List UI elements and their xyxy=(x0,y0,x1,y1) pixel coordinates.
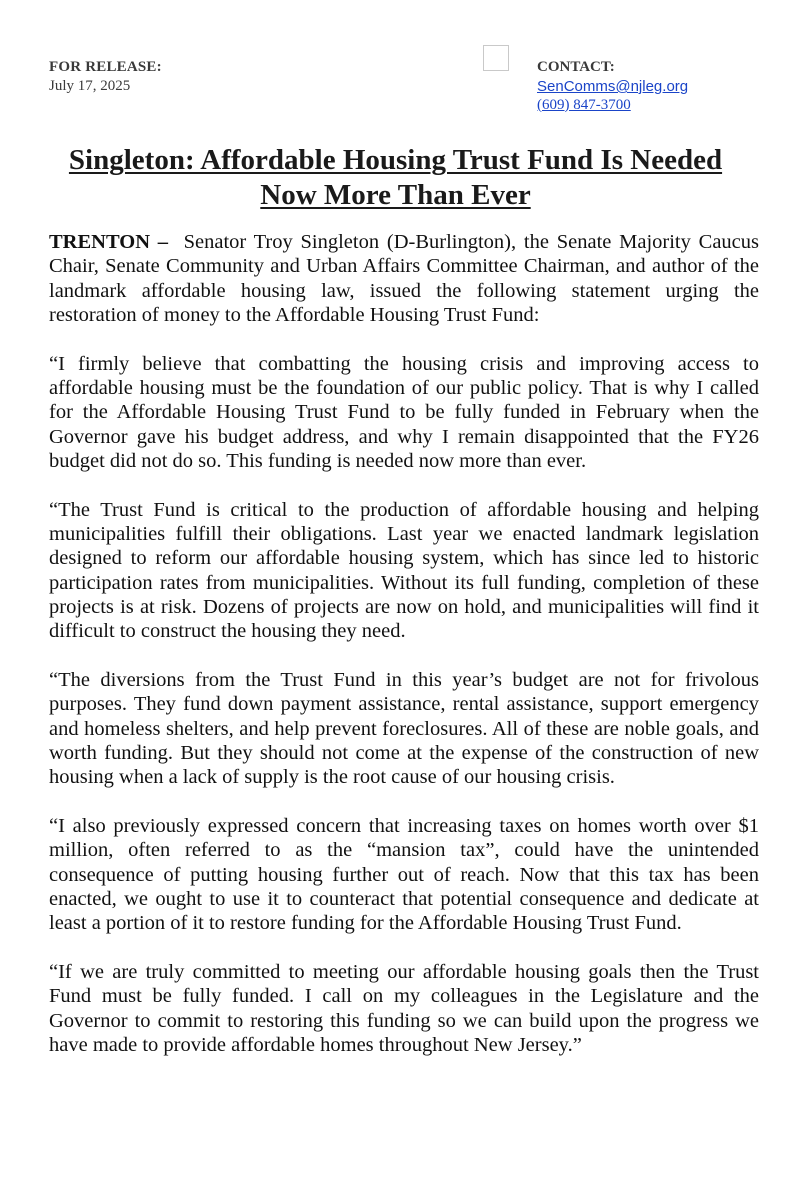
body-paragraph: “The diversions from the Trust Fund in this year’s budget are not for frivolous purposes. They fund down payment assistance, rental assistance, support emergency and homeless shelters, and help prevent foreclosures. All of these are noble goals, and worth funding. But they should not come at the expense of the construction of new housing when a lack of supply is the root cause of our housing crisis. xyxy=(49,668,759,789)
release-block xyxy=(49,58,162,96)
body-paragraph: “I also previously expressed concern that increasing taxes on homes worth over $1 million, often referred to as the “mansion tax”, could have the unintended consequence of putting housing further out of reach. Now that this tax has been enacted, we ought to use it to counteract that potential consequence and dedicate at least a portion of it to restore funding for the Affordable Housing Trust Fund. xyxy=(49,814,759,935)
headline: Singleton: Affordable Housing Trust Fund Is Needed Now More Than Ever xyxy=(68,144,723,211)
body-paragraph: “The Trust Fund is critical to the production of affordable housing and helping municipalities fulfill their obligations. Last year we enacted landmark legislation designed to reform our affordable housing system, which has since led to historic participation rates from municipalities. Without its full funding, completion of these projects is at risk. Dozens of projects are now on hold, and municipalities will find it difficult to construct the housing they need. xyxy=(49,498,759,643)
intro-paragraph xyxy=(49,230,765,327)
body-paragraph: “If we are truly committed to meeting our affordable housing goals then the Trust Fund must be fully funded. I call on my colleagues in the Legislature and the Governor to commit to restoring this funding so we can build upon the progress we have made to provide affordable homes throughout New Jersey.” xyxy=(49,960,759,1056)
release-date: July 17, 2025 xyxy=(49,78,131,94)
contact-block xyxy=(537,58,688,115)
contact-email-link[interactable]: SenComms@njleg.org xyxy=(537,78,689,95)
body-paragraph: “I firmly believe that combatting the housing crisis and improving access to affordable housing must be the foundation of our public policy. That is why I called for the Affordable Housing Trust Fund to be fully funded in February when the Governor gave his budget address, and why I remain disappointed that the FY26 budget did not do so. This funding is needed now more than ever. xyxy=(49,352,759,472)
release-label: FOR RELEASE: xyxy=(49,59,162,75)
contact-label: CONTACT: xyxy=(537,59,615,75)
press-release-body xyxy=(49,230,765,1057)
contact-phone-link[interactable]: (609) 847-3700 xyxy=(537,97,631,113)
checkbox-placeholder[interactable] xyxy=(483,45,509,71)
dateline: TRENTON – xyxy=(49,231,169,253)
intro-text: Senator Troy Singleton (D-Burlington), the Senate Majority Caucus Chair, Senate Community and Urban Affairs Committee Chairman, and author of the landmark affordable housing law, issued the following statement urging the restoration of money to the Affordable Housing Trust Fund: xyxy=(49,231,765,326)
